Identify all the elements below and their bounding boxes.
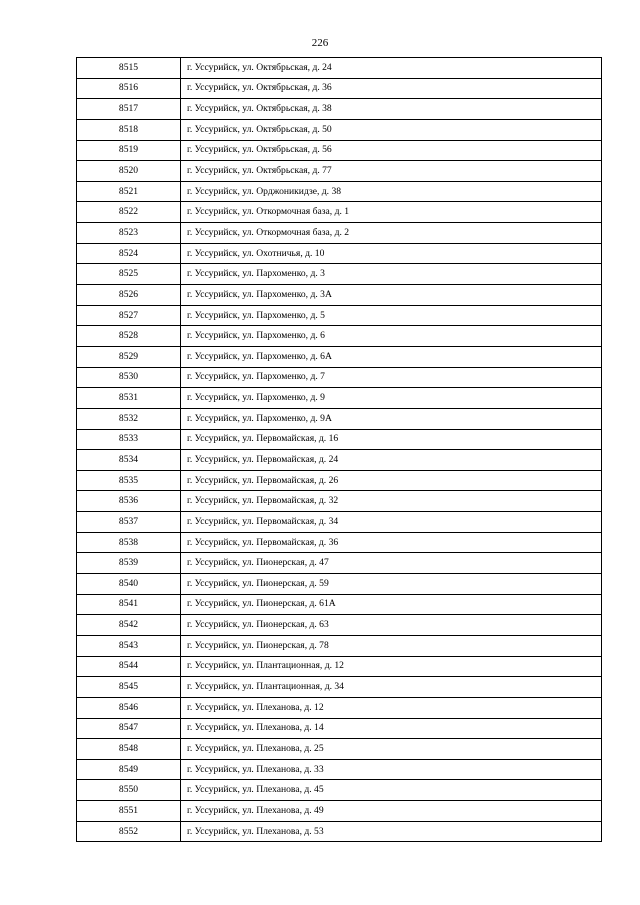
address-cell: г. Уссурийск, ул. Орджоникидзе, д. 38 [181,181,602,202]
address-cell: г. Уссурийск, ул. Октябрьская, д. 24 [181,58,602,79]
table-row [77,656,602,677]
table-row [77,470,602,491]
table-row [77,388,602,409]
address-cell: г. Уссурийск, ул. Плеханова, д. 33 [181,759,602,780]
address-cell: г. Уссурийск, ул. Плеханова, д. 53 [181,821,602,842]
table-row [77,759,602,780]
address-cell: г. Уссурийск, ул. Пархоменко, д. 7 [181,367,602,388]
table-row [77,594,602,615]
row-number-cell: 8551 [77,801,181,822]
address-cell: г. Уссурийск, ул. Первомайская, д. 24 [181,450,602,471]
row-number-cell: 8536 [77,491,181,512]
row-number-cell: 8537 [77,512,181,533]
address-cell: г. Уссурийск, ул. Октябрьская, д. 77 [181,161,602,182]
address-cell: г. Уссурийск, ул. Плеханова, д. 25 [181,739,602,760]
row-number-cell: 8516 [77,78,181,99]
address-cell: г. Уссурийск, ул. Первомайская, д. 26 [181,470,602,491]
table-row [77,264,602,285]
row-number-cell: 8547 [77,718,181,739]
row-number-cell: 8530 [77,367,181,388]
row-number-cell: 8522 [77,202,181,223]
table-row [77,346,602,367]
row-number-cell: 8534 [77,450,181,471]
row-number-cell: 8538 [77,532,181,553]
row-number-cell: 8549 [77,759,181,780]
row-number-cell: 8518 [77,119,181,140]
address-cell: г. Уссурийск, ул. Пархоменко, д. 3А [181,285,602,306]
table-row [77,326,602,347]
table-row [77,99,602,120]
table-row [77,697,602,718]
table-row [77,491,602,512]
address-cell: г. Уссурийск, ул. Пионерская, д. 63 [181,615,602,636]
address-cell: г. Уссурийск, ул. Октябрьская, д. 36 [181,78,602,99]
table-row [77,305,602,326]
table-row [77,429,602,450]
table-row [77,574,602,595]
address-cell: г. Уссурийск, ул. Пархоменко, д. 6А [181,346,602,367]
address-cell: г. Уссурийск, ул. Пионерская, д. 47 [181,553,602,574]
address-cell: г. Уссурийск, ул. Первомайская, д. 36 [181,532,602,553]
row-number-cell: 8542 [77,615,181,636]
row-number-cell: 8535 [77,470,181,491]
address-cell: г. Уссурийск, ул. Пархоменко, д. 9 [181,388,602,409]
address-cell: г. Уссурийск, ул. Пионерская, д. 59 [181,574,602,595]
row-number-cell: 8528 [77,326,181,347]
row-number-cell: 8527 [77,305,181,326]
row-number-cell: 8545 [77,677,181,698]
row-number-cell: 8515 [77,58,181,79]
table-row [77,181,602,202]
row-number-cell: 8541 [77,594,181,615]
address-cell: г. Уссурийск, ул. Октябрьская, д. 50 [181,119,602,140]
table-row [77,140,602,161]
table-row [77,450,602,471]
row-number-cell: 8544 [77,656,181,677]
table-row [77,285,602,306]
row-number-cell: 8525 [77,264,181,285]
table-row [77,223,602,244]
address-cell: г. Уссурийск, ул. Плеханова, д. 14 [181,718,602,739]
address-cell: г. Уссурийск, ул. Плантационная, д. 12 [181,656,602,677]
page-number: 226 [311,37,329,49]
address-cell: г. Уссурийск, ул. Пионерская, д. 78 [181,635,602,656]
row-number-cell: 8539 [77,553,181,574]
row-number-cell: 8523 [77,223,181,244]
address-table-body [77,58,602,842]
address-cell: г. Уссурийск, ул. Первомайская, д. 32 [181,491,602,512]
address-cell: г. Уссурийск, ул. Октябрьская, д. 38 [181,99,602,120]
address-cell: г. Уссурийск, ул. Пархоменко, д. 6 [181,326,602,347]
table-row [77,202,602,223]
address-cell: г. Уссурийск, ул. Плеханова, д. 12 [181,697,602,718]
row-number-cell: 8540 [77,574,181,595]
row-number-cell: 8552 [77,821,181,842]
table-row [77,78,602,99]
table-row [77,367,602,388]
address-cell: г. Уссурийск, ул. Пархоменко, д. 3 [181,264,602,285]
table-row [77,408,602,429]
table-row [77,58,602,79]
row-number-cell: 8519 [77,140,181,161]
address-cell: г. Уссурийск, ул. Первомайская, д. 16 [181,429,602,450]
table-row [77,243,602,264]
table-row [77,677,602,698]
table-row [77,718,602,739]
table-row [77,553,602,574]
row-number-cell: 8529 [77,346,181,367]
table-row [77,635,602,656]
row-number-cell: 8524 [77,243,181,264]
address-cell: г. Уссурийск, ул. Плантационная, д. 34 [181,677,602,698]
table-row [77,161,602,182]
table-row [77,801,602,822]
address-cell: г. Уссурийск, ул. Плеханова, д. 45 [181,780,602,801]
row-number-cell: 8543 [77,635,181,656]
row-number-cell: 8517 [77,99,181,120]
row-number-cell: 8526 [77,285,181,306]
row-number-cell: 8533 [77,429,181,450]
address-cell: г. Уссурийск, ул. Плеханова, д. 49 [181,801,602,822]
address-cell: г. Уссурийск, ул. Первомайская, д. 34 [181,512,602,533]
table-row [77,512,602,533]
row-number-cell: 8546 [77,697,181,718]
row-number-cell: 8548 [77,739,181,760]
table-row [77,821,602,842]
address-cell: г. Уссурийск, ул. Откормочная база, д. 2 [181,223,602,244]
table-row [77,615,602,636]
address-cell: г. Уссурийск, ул. Охотничья, д. 10 [181,243,602,264]
row-number-cell: 8532 [77,408,181,429]
address-cell: г. Уссурийск, ул. Октябрьская, д. 56 [181,140,602,161]
table-row [77,532,602,553]
address-table [76,57,602,842]
row-number-cell: 8531 [77,388,181,409]
row-number-cell: 8520 [77,161,181,182]
row-number-cell: 8550 [77,780,181,801]
address-cell: г. Уссурийск, ул. Пионерская, д. 61А [181,594,602,615]
table-row [77,780,602,801]
address-cell: г. Уссурийск, ул. Пархоменко, д. 9А [181,408,602,429]
address-cell: г. Уссурийск, ул. Пархоменко, д. 5 [181,305,602,326]
table-row [77,119,602,140]
row-number-cell: 8521 [77,181,181,202]
address-cell: г. Уссурийск, ул. Откормочная база, д. 1 [181,202,602,223]
table-row [77,739,602,760]
